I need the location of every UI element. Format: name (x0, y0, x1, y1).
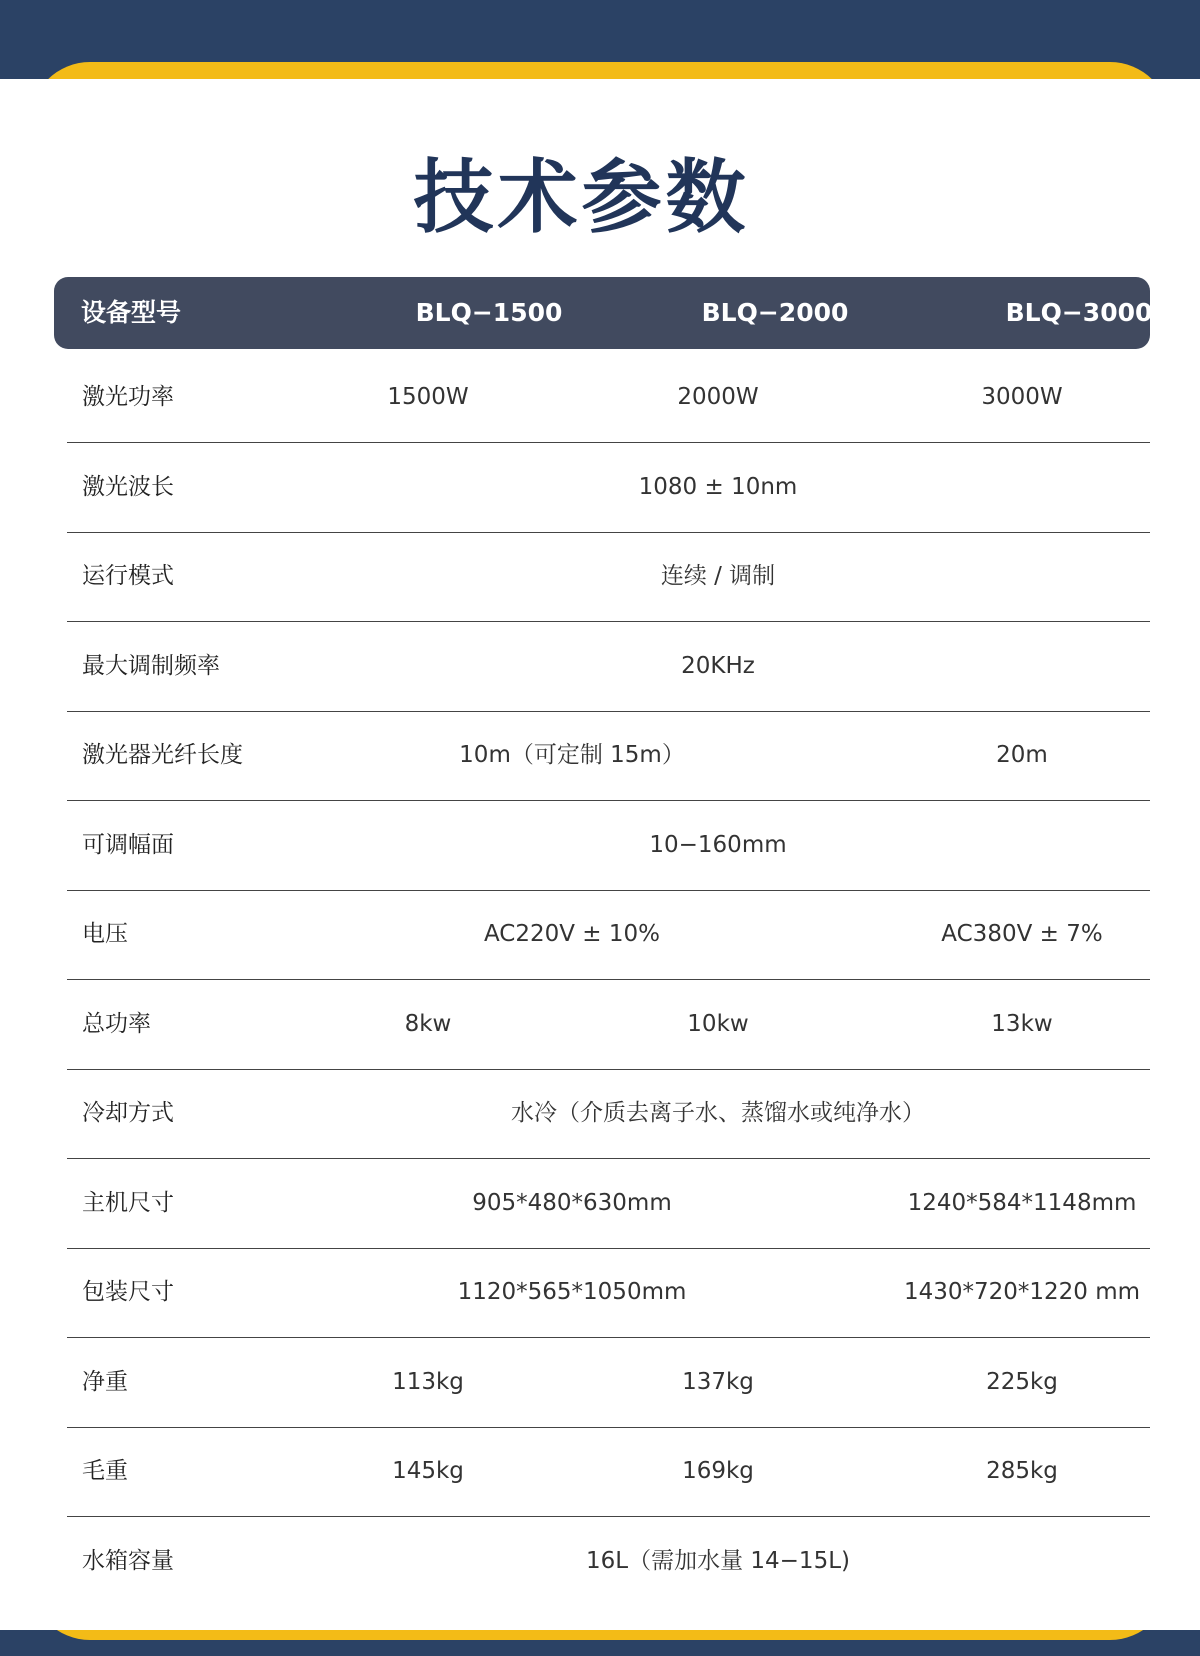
table-row (67, 711, 1150, 801)
row-label: 激光器光纤长度 (82, 742, 243, 768)
row-value: 285kg (986, 1458, 1058, 1484)
top-white-panel (0, 79, 1200, 159)
row-label: 包装尺寸 (82, 1279, 174, 1305)
row-label: 冷却方式 (82, 1100, 174, 1126)
table-row (67, 1338, 1150, 1428)
row-value: 2000W (677, 384, 759, 410)
row-value: 8kw (404, 1010, 452, 1037)
row-label: 电压 (82, 921, 128, 947)
row-value: 10kw (687, 1010, 749, 1037)
row-value: 1430*720*1220 mm (903, 1279, 1141, 1305)
row-value: AC380V ± 7% (941, 921, 1103, 947)
row-label: 主机尺寸 (82, 1189, 174, 1216)
row-label: 毛重 (82, 1458, 128, 1484)
table-row (67, 443, 1150, 533)
table-row (67, 1159, 1150, 1249)
table-header (54, 277, 1153, 349)
table-row (67, 353, 1150, 443)
row-value: 16L（需加水量 14−15L) (586, 1547, 850, 1574)
row-value: 225kg (986, 1368, 1058, 1395)
table-row (67, 1427, 1150, 1517)
row-value: 连续 / 调制 (660, 563, 776, 589)
row-value: 3000W (981, 384, 1063, 410)
row-label: 总功率 (82, 1010, 151, 1037)
row-value: 169kg (682, 1458, 754, 1484)
table-row (67, 1248, 1150, 1338)
table-row (67, 980, 1150, 1070)
row-value: 10−160mm (649, 831, 787, 858)
row-label: 激光功率 (82, 384, 174, 410)
row-value: 145kg (392, 1458, 464, 1484)
row-value: 10m（可定制 15m） (459, 742, 685, 768)
page-title: 技术参数 (413, 151, 750, 244)
row-label: 最大调制频率 (82, 652, 220, 679)
header-model-3000: BLQ−3000 (1005, 298, 1153, 327)
row-label: 净重 (82, 1368, 128, 1395)
header-model-1500: BLQ−1500 (415, 298, 563, 327)
table-row (67, 1069, 1150, 1159)
table-row (67, 801, 1150, 891)
row-value: 905*480*630mm (472, 1189, 672, 1216)
row-value: 13kw (991, 1010, 1053, 1037)
header-model-2000: BLQ−2000 (701, 298, 849, 327)
row-label: 运行模式 (82, 563, 174, 589)
table-row (67, 622, 1150, 712)
row-value: 20m (996, 742, 1048, 768)
row-value: 1500W (387, 384, 469, 410)
row-label: 水箱容量 (82, 1547, 174, 1574)
row-value: AC220V ± 10% (483, 921, 661, 947)
table-row (67, 1517, 1150, 1606)
table-row (67, 532, 1150, 622)
row-value: 1080 ± 10nm (638, 473, 798, 500)
row-value: 1240*584*1148mm (907, 1189, 1137, 1216)
row-label: 可调幅面 (82, 831, 174, 858)
row-value: 137kg (682, 1368, 754, 1395)
row-value: 20KHz (681, 652, 755, 679)
table-row (67, 890, 1150, 980)
header-model-label: 设备型号 (81, 298, 182, 327)
row-label: 激光波长 (82, 473, 174, 500)
row-value: 水冷（介质去离子水、蒸馏水或纯净水） (511, 1100, 925, 1126)
row-value: 1120*565*1050mm (457, 1279, 687, 1305)
row-value: 113kg (392, 1368, 464, 1395)
